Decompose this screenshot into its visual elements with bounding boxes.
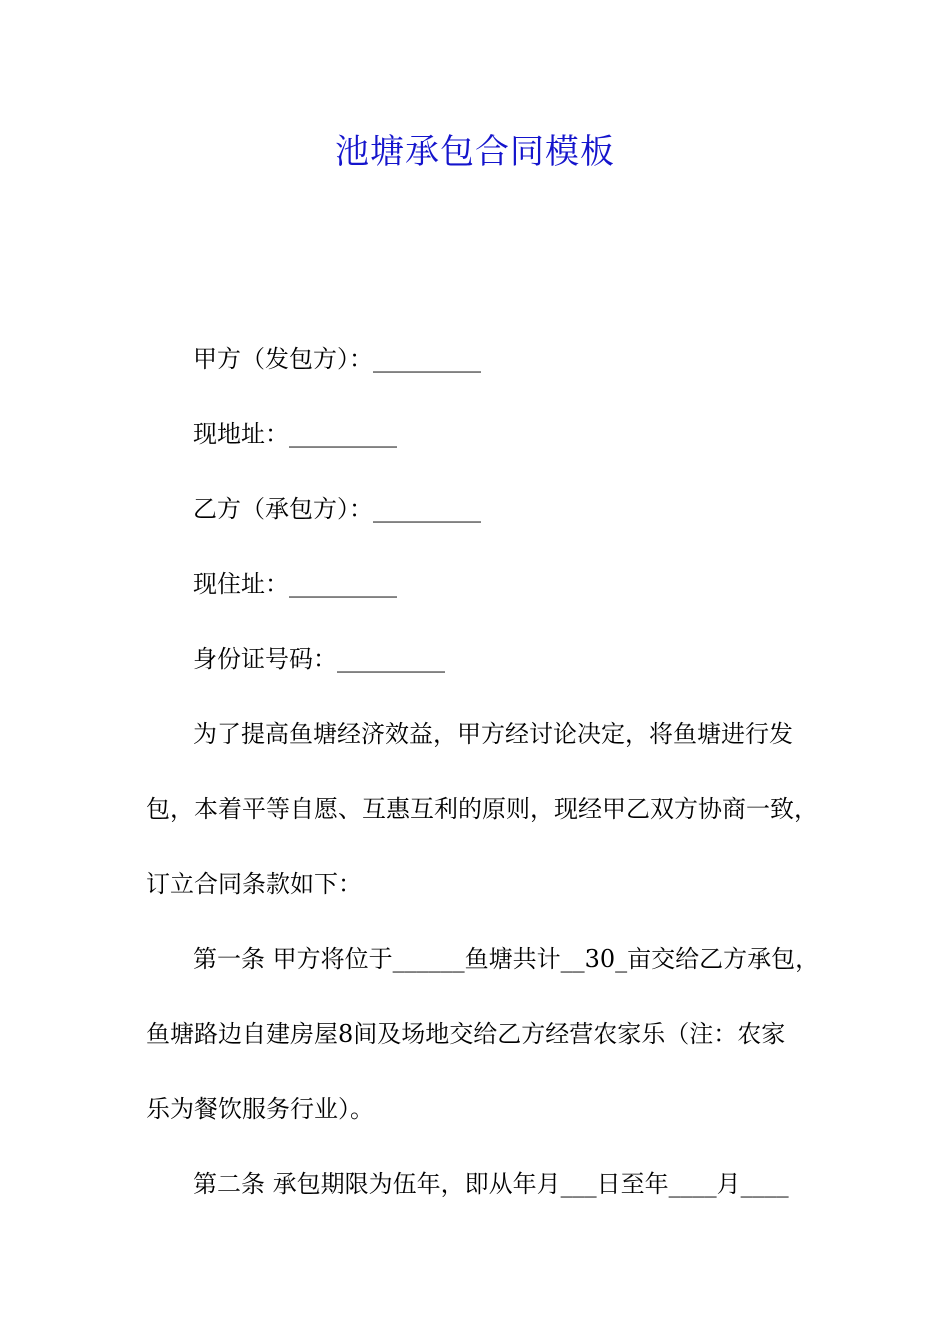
- document-title: 池塘承包合同模板: [335, 132, 615, 172]
- preamble-line-3: 订立合同条款如下：: [146, 870, 362, 898]
- article-1-line-3: 乐为餐饮服务行业）。: [146, 1095, 374, 1123]
- preamble-line-2: 包，本着平等自愿、互惠互利的原则，现经甲乙双方协商一致，: [146, 795, 818, 823]
- party-b-line: 乙方（承包方）：_________: [193, 495, 481, 523]
- article-1-line-1: 第一条 甲方将位于______鱼塘共计__30_亩交给乙方承包，: [193, 945, 820, 973]
- party-a-line: 甲方（发包方）：_________: [193, 345, 481, 373]
- party-a-address-line: 现地址：_________: [193, 420, 397, 448]
- article-1-line-2: 鱼塘路边自建房屋8间及场地交给乙方经营农家乐（注：农家: [146, 1020, 786, 1048]
- article-2-line-1: 第二条 承包期限为伍年，即从年月___日至年____月____: [193, 1170, 789, 1198]
- id-number-line: 身份证号码：_________: [193, 645, 445, 673]
- party-b-address-line: 现住址：_________: [193, 570, 397, 598]
- preamble-line-1: 为了提高鱼塘经济效益，甲方经讨论决定，将鱼塘进行发: [193, 720, 793, 748]
